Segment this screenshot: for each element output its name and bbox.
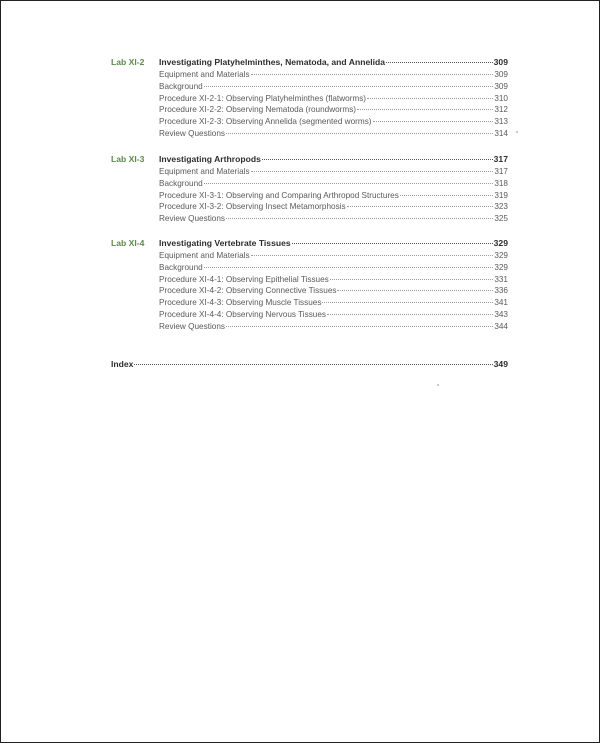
dot-leader — [327, 314, 493, 315]
entry-page-number: 341 — [494, 298, 508, 308]
toc-entry[interactable] — [111, 262, 508, 274]
toc-entry[interactable] — [111, 166, 508, 178]
dot-leader — [367, 98, 493, 99]
lab-page-number: 309 — [493, 57, 508, 67]
toc-entry[interactable] — [111, 128, 508, 140]
entry-page-number: 309 — [494, 81, 508, 91]
entry-title: Procedure XI-4-2: Observing Connective Tissues — [159, 286, 337, 296]
entry-title: Equipment and Materials — [159, 70, 250, 79]
index-section — [111, 358, 508, 371]
toc-entry[interactable] — [111, 285, 508, 297]
dot-leader — [322, 302, 493, 303]
entry-page-number: 323 — [494, 202, 508, 212]
entry-page-number: 331 — [494, 274, 508, 284]
entry-title: Procedure XI-2-3: Observing Annelida (segmented worms) — [159, 117, 372, 127]
entry-title: Procedure XI-2-1: Observing Platyhelminthes (flatworms) — [159, 93, 367, 103]
entry-page-number: 313 — [494, 117, 508, 127]
entry-title: Procedure XI-4-3: Observing Muscle Tissues — [159, 298, 322, 308]
dot-leader — [204, 183, 494, 184]
entry-title: Procedure XI-2-2: Observing Nematoda (roundworms) — [159, 105, 357, 115]
entry-title: Equipment and Materials — [159, 251, 250, 260]
dot-leader — [226, 218, 493, 219]
scan-speck — [516, 131, 518, 133]
entry-page-number: 318 — [494, 178, 508, 188]
dot-leader — [226, 326, 493, 327]
entry-title: Equipment and Materials — [159, 167, 250, 176]
toc-entry[interactable] — [111, 116, 508, 128]
dot-leader — [337, 290, 493, 291]
dot-leader — [330, 279, 494, 280]
toc-entry[interactable] — [111, 104, 508, 116]
entry-page-number: 319 — [494, 190, 508, 200]
entry-title: Background — [159, 262, 203, 272]
dot-leader — [251, 171, 494, 172]
entry-title: Procedure XI-3-1: Observing and Comparing Arthropod Structures — [159, 190, 399, 200]
dot-leader — [347, 206, 494, 207]
index-page-number: 349 — [493, 359, 508, 369]
entry-page-number: 314 — [494, 128, 508, 138]
toc-entry[interactable] — [111, 297, 508, 309]
index-title: Index — [111, 359, 134, 369]
entry-page-number: 317 — [494, 167, 508, 176]
lab-number: Lab XI-4 — [111, 238, 145, 248]
entry-title: Review Questions — [159, 214, 225, 224]
toc-entry[interactable] — [111, 93, 508, 105]
entry-page-number: 329 — [494, 262, 508, 272]
dot-leader — [292, 243, 493, 244]
lab-title: Investigating Vertebrate Tissues — [159, 238, 291, 248]
lab-section-xi-3 — [111, 153, 508, 225]
dot-leader — [357, 109, 493, 110]
dot-leader — [251, 255, 494, 256]
scan-speck — [437, 384, 439, 386]
toc-entry[interactable] — [111, 178, 508, 190]
dot-leader — [134, 364, 492, 365]
dot-leader — [251, 74, 494, 75]
dot-leader — [262, 159, 493, 160]
lab-page-number: 317 — [493, 154, 508, 164]
dot-leader — [400, 195, 493, 196]
toc-entry[interactable] — [111, 321, 508, 333]
lab-heading-row[interactable] — [111, 237, 508, 250]
dot-leader — [386, 62, 493, 63]
entry-title: Background — [159, 178, 203, 188]
toc-entry[interactable] — [111, 250, 508, 262]
entry-title: Background — [159, 81, 203, 91]
entry-page-number: 309 — [494, 70, 508, 79]
entry-page-number: 312 — [494, 105, 508, 115]
entry-title: Procedure XI-3-2: Observing Insect Metamorphosis — [159, 202, 346, 212]
entry-page-number: 325 — [494, 214, 508, 224]
dot-leader — [373, 121, 494, 122]
entry-title: Review Questions — [159, 321, 225, 331]
lab-number: Lab XI-2 — [111, 57, 145, 67]
lab-section-xi-4 — [111, 237, 508, 333]
lab-heading-row[interactable] — [111, 56, 508, 69]
lab-number: Lab XI-3 — [111, 154, 145, 164]
entry-title: Procedure XI-4-4: Observing Nervous Tissues — [159, 309, 327, 319]
dot-leader — [226, 133, 493, 134]
lab-heading-row[interactable] — [111, 153, 508, 166]
toc-entry[interactable] — [111, 190, 508, 202]
entry-page-number: 336 — [494, 286, 508, 296]
lab-title: Investigating Arthropods — [159, 154, 261, 164]
toc-entry[interactable] — [111, 309, 508, 321]
toc-entry[interactable] — [111, 69, 508, 81]
toc-entry[interactable] — [111, 81, 508, 93]
entry-page-number: 310 — [494, 93, 508, 103]
toc-entry[interactable] — [111, 201, 508, 213]
entry-page-number: 344 — [494, 321, 508, 331]
index-entry[interactable] — [111, 358, 508, 371]
toc-entry[interactable] — [111, 213, 508, 225]
lab-page-number: 329 — [493, 238, 508, 248]
entry-title: Review Questions — [159, 128, 225, 138]
toc-entry[interactable] — [111, 274, 508, 286]
entry-title: Procedure XI-4-1: Observing Epithelial Tissues — [159, 274, 329, 284]
entry-page-number: 329 — [494, 251, 508, 260]
lab-section-xi-2 — [111, 56, 508, 140]
entry-page-number: 343 — [494, 309, 508, 319]
dot-leader — [204, 86, 494, 87]
dot-leader — [204, 267, 494, 268]
lab-title: Investigating Platyhelminthes, Nematoda, and Annelida — [159, 57, 386, 67]
